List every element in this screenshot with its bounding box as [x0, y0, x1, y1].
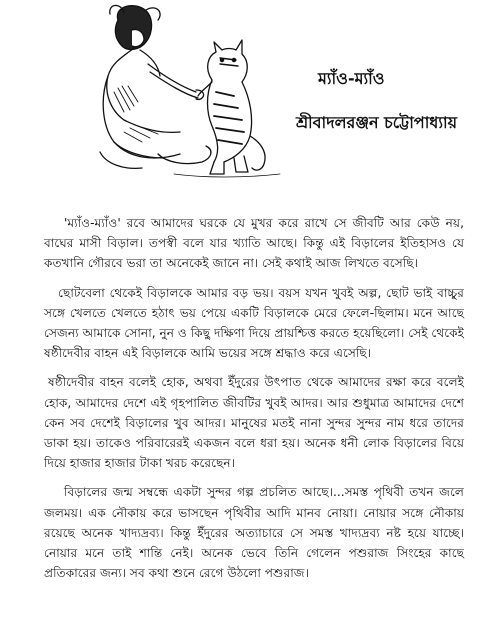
paragraph: 'ম্যাঁও-ম্যাঁও' রবে আমাদের ঘরকে যে মুখর করে রাখে সে জীবটি আর কেউ নয়, বাঘের মাসী বিড়াল। তপস্বী বলে যার খ্যাতি আছে। কিন্তু এই বিড়ালের ইতিহাসও যে কতখানি গৌরবে ভরা তা অনেকেই জানে না। সেই কথাই আজ লিখতে বসেছি।	[44, 216, 464, 271]
paragraph: ছোটবেলা থেকেই বিড়ালকে আমার বড় ভয়। বয়স যখন খুবই অল্প, ছোট ভাই বাচ্চুর সঙ্গে খেলতে খেলতে হঠাৎ ভয় পেয়ে একটি বিড়ালকে মেরে ফেলে-ছিলাম। মনে আছে সেজন্য আমাকে সোনা, নুন ও কিছু দক্ষিণা দিয়ে প্রায়শ্চিত্ত করতে হয়েছিলো। সেই থেকেই ষষ্ঠীদেবীর বাহন এই বিড়ালকে আমি ভয়ের সঙ্গে শ্রদ্ধাও করে এসেছি।	[44, 285, 465, 361]
paragraph: ষষ্ঠীদেবীর বাহন বলেই হোক, অথবা ইঁদুরের উৎপাত থেকে আমাদের রক্ষা করে বলেই হোক, আমাদের দেশে এই গৃহপালিত জীবটির খুবই আদর। আর শুধুমাত্র আমাদের দেশে কেন সব দেশেই বিড়ালের খুব আদর। মানুষের মতই নানা সুন্দর সুন্দর নাম ধরে তাদের ডাকা হয়। তাকেও পরিবারেরই একজন বলে ধরা হয়। অনেক ধনী লোক বিড়ালের বিয়ে দিয়ে হাজার হাজার টাকা খরচ করেছেন।	[44, 375, 464, 471]
story-body	[44, 213, 464, 592]
paragraph: বিড়ালের জন্ম সম্বন্ধে একটা সুন্দর গল্প প্রচলিত আছে।...সমস্ত পৃথিবী তখন জলে জলময়। এক নৌকায় করে ভাসছেন পৃথিবীর আদি মানব নোয়া। নোয়ার সঙ্গে নৌকায় রয়েছে অনেক খাদ্যদ্রব্য। কিন্তু ইঁদুরের অত্যাচারে সে সমস্ত খাদ্যদ্রব্য নষ্ট হয়ে যাচ্ছে। নোয়ার মনে তাই শান্তি নেই। অনেক ভেবে তিনি গেলেন পশুরাজ সিংহের কাছে প্রতিকারের জন্য। সব কথা শুনে রেগে উঠলো পশুরাজ।	[44, 485, 464, 581]
girl-with-cat-illustration	[84, 2, 294, 178]
author-name: শ্রীবাদলরঞ্জন চট্টোপাধ্যায়	[296, 113, 458, 132]
story-title: ম্যাঁও-ম্যাঁও	[318, 69, 385, 88]
